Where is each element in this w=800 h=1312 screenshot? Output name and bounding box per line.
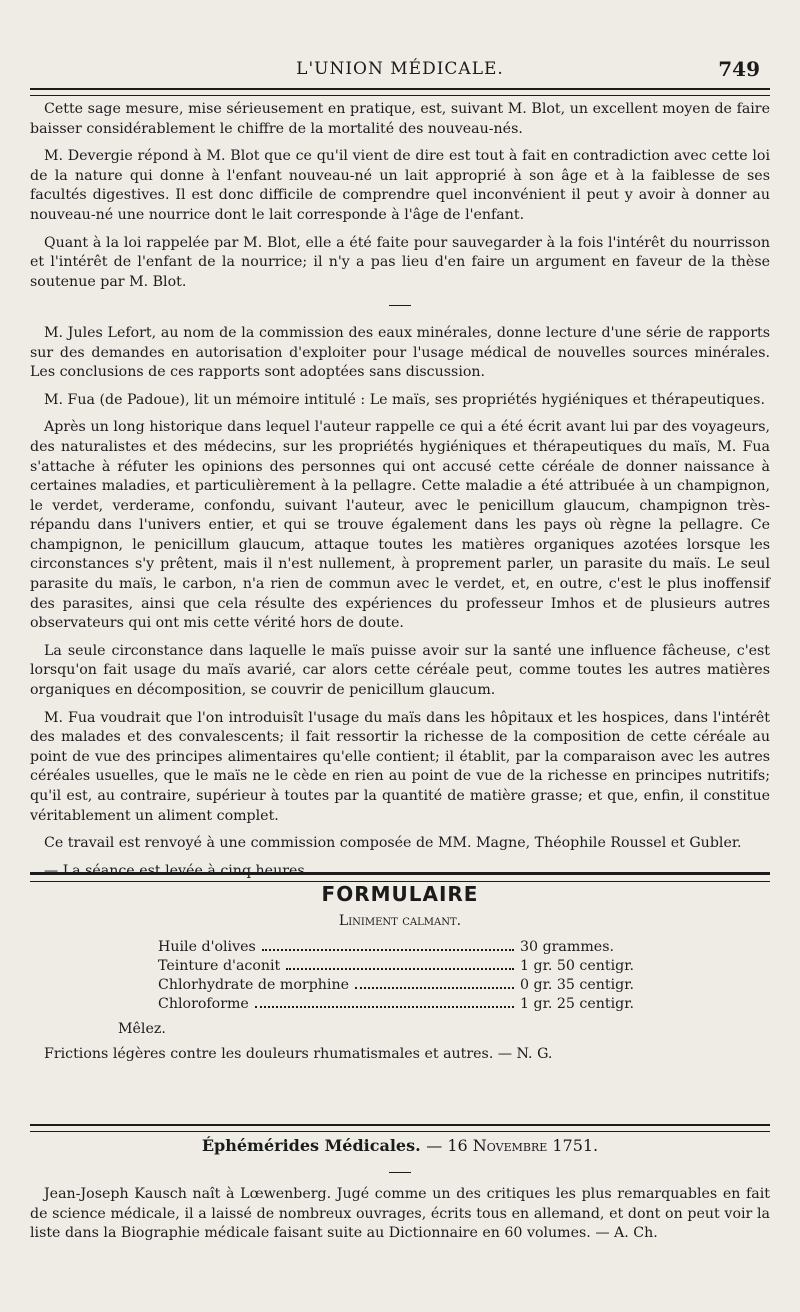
ephemerides-section (30, 1136, 770, 1244)
ingredient-row (158, 938, 648, 957)
dot-leader (262, 949, 514, 951)
ingredient-name: Huile d'olives (158, 938, 256, 955)
dot-leader (355, 987, 514, 989)
paragraph: La seule circonstance dans laquelle le maïs puisse avoir sur la santé une influence fâcheuse, c'est lorsqu'on fait usage du maïs avarié, car alors cette céréale peut, comme toutes les autres matières organiques en décomposition, se couvrir de penicillum glaucum. (30, 642, 770, 699)
recipe-title: Liniment calmant. (338, 913, 462, 929)
ingredient-quantity: 0 gr. 35 centigr. (520, 976, 634, 993)
ingredient-name: Teinture d'aconit (158, 957, 281, 974)
paragraph: M. Jules Lefort, au nom de la commission des eaux minérales, donne lecture d'une série de rapports sur des demandes en autorisation d'exploiter pour l'usage médical de nouvelles sources minérales. Les conclusions de ces rapports sont adoptées sans discussion. (30, 324, 770, 381)
header-rule (30, 88, 770, 96)
ingredient-quantity: 1 gr. 50 centigr. (520, 957, 634, 974)
paragraph: Après un long historique dans lequel l'auteur rappelle ce qui a été écrit avant lui par des voyageurs, des naturalistes et des médecins, sur les propriétés hygiéniques et thérapeutiques du maïs, M. Fua s'attache à réfuter les opinions des personnes qui ont accusé cette céréale de donner naissance à certaines maladies, et particulièrement à la pellagre. Cette maladie a été attribuée à un champignon, le verdet, verderame, confondu, suivant l'auteur, avec le penicillum glaucum, champignon très-répandu dans l'univers entier, et qui se trouve également dans les pays où règne la pellagre. Ce champignon, le penicillum glaucum, attaque toutes les matières organiques azotées lorsque les circonstances s'y prêtent, mais il n'est nullement, à proprement parler, un parasite du maïs. Le seul parasite du maïs, le carbon, n'a rien de commun avec le verdet, et, en outre, c'est le plus inoffensif des parasites, ainsi que cela résulte des expériences du professeur Imhos et de plusieurs autres observateurs qui ont mis cette vérité hors de doute. (30, 419, 770, 632)
ephemerides-text: Jean-Joseph Kausch naît à Lœwenberg. Jugé comme un des critiques les plus remarquables en fait de science médicale, il a laissé de nombreux ouvrages, écrits tous en allemand, et dont on peut voir la liste dans la Biographie médicale faisant suite au Dictionnaire en 60 volumes. — A. Ch. (30, 1186, 770, 1242)
paragraph: M. Fua (de Padoue), lit un mémoire intitulé : Le maïs, ses propriétés hygiéniques et thérapeutiques. (44, 391, 765, 408)
page-number: 749 (718, 57, 760, 81)
paragraph: M. Devergie répond à M. Blot que ce qu'il vient de dire est tout à fait en contradiction avec cette loi de la nature qui donne à l'enfant nouveau-né un lait approprié à son âge et à la faiblesse de ses facultés digestives. Il est donc difficile de comprendre quel inconvénient il peut y avoir à donner au nouveau-né une nourrice dont le lait corresponde à l'âge de l'enfant. (30, 148, 770, 223)
dot-leader (286, 968, 514, 970)
ingredient-name: Chlorhydrate de morphine (158, 976, 349, 993)
paragraph: M. Fua voudrait que l'on introduisît l'usage du maïs dans les hôpitaux et les hospices, dans l'intérêt des malades et des convalescents; il fait ressortir la richesse de la composition de cette céréale au point de vue des principes alimentaires qu'elle contient; il établit, par la comparaison avec les autres céréales usuelles, que le maïs ne le cède en rien au point de vue de la richesse en principes nutritifs; qu'il est, au contraire, supérieur à toutes par la quantité de matière grasse; et que, enfin, il constitue véritablement un aliment complet. (30, 709, 770, 824)
paragraph: Cette sage mesure, mise sérieusement en pratique, est, suivant M. Blot, un excellent moyen de faire baisser considérablement le chiffre de la mortalité des nouveau-nés. (30, 101, 770, 137)
section-rule (30, 1124, 770, 1132)
paragraph: — La séance est levée à cinq heures. (44, 862, 310, 879)
article-body (30, 100, 770, 889)
ingredient-list (158, 938, 648, 1014)
recipe-usage: Frictions légères contre les douleurs rhumatismales et autres. — N. G. (44, 1046, 553, 1063)
section-separator (30, 1160, 770, 1180)
ingredient-row (158, 957, 648, 976)
ingredient-quantity: 1 gr. 25 centigr. (520, 995, 634, 1012)
ephemerides-heading (30, 1136, 770, 1156)
ephemerides-title: Éphémérides Médicales. (201, 1136, 421, 1155)
dot-leader (255, 1006, 514, 1008)
journal-title: L'UNION MÉDICALE. (296, 59, 504, 79)
ingredient-name: Chloroforme (158, 995, 249, 1012)
ingredient-row (158, 995, 648, 1014)
running-header (30, 55, 770, 85)
section-separator (30, 296, 770, 316)
formulaire-heading: FORMULAIRE (321, 882, 479, 906)
ingredient-row (158, 976, 648, 995)
paragraph: Ce travail est renvoyé à une commission composée de MM. Magne, Théophile Roussel et Gubler. (44, 835, 742, 852)
formulaire-section (30, 880, 770, 1065)
recipe-instruction: Mêlez. (118, 1020, 166, 1037)
ingredient-quantity: 30 grammes. (520, 938, 614, 955)
paragraph: Quant à la loi rappelée par M. Blot, elle a été faite pour sauvegarder à la fois l'intérêt du nourrisson et l'intérêt de l'enfant de la nourrice; il n'y a pas lieu d'en faire un argument en faveur de la thèse soutenue par M. Blot. (30, 234, 770, 290)
ephemerides-date: — 16 Novembre 1751. (426, 1136, 599, 1155)
